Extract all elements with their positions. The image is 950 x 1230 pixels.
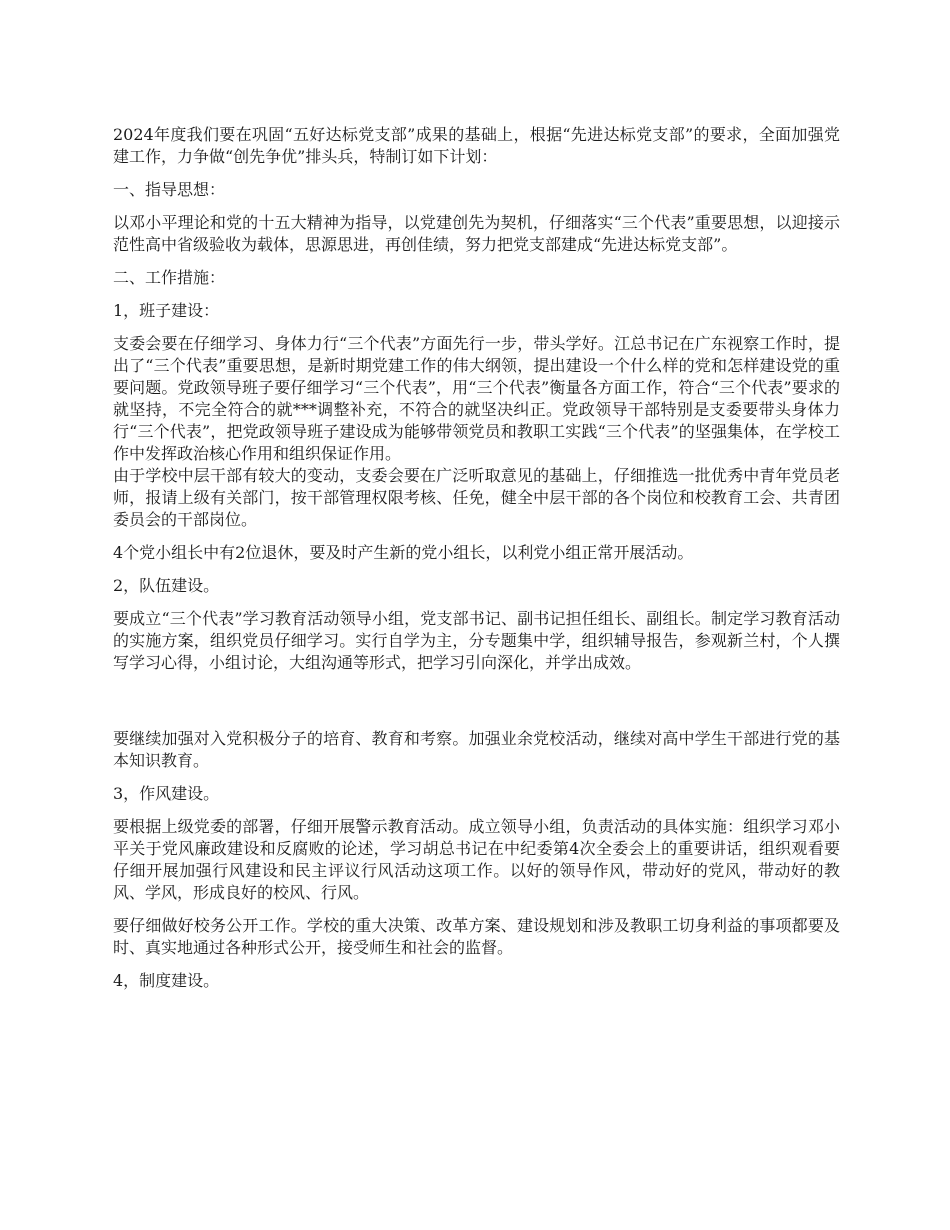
team-building-paragraph-2: 要继续加强对入党积极分子的培育、教育和考察。加强业余党校活动，继续对高中学生干部进行党的基本知识教育。 <box>113 729 840 770</box>
subheading-team-building: 2，队伍建设。 <box>113 576 220 595</box>
subheading-leadership-building: 1，班子建设： <box>113 301 220 320</box>
leadership-paragraph-1: 支委会要在仔细学习、身体力行“三个代表”方面先行一步，带头学好。江总书记在广东视察工作时，提出了“三个代表”重要思想，是新时期党建工作的伟大纲领，提出建设一个什么样的党和怎样建设党的重要问题。党政领导班子要仔细学习“三个代表”，用“三个代表”衡量各方面工作，符合“三个代表”要求的就坚持，不完全符合的就***调整补充，不符合的就坚决纠正。党政领导干部特别是支委要带头身体力行“三个代表”，把党政领导班子建设成为能够带领党员和教职工实践“三个代表”的坚强集体，在学校工作中发挥政治核心作用和组织保证作用。 <box>113 334 840 463</box>
team-building-paragraph-1: 要成立“三个代表”学习教育活动领导小组，党支部书记、副书记担任组长、副组长。制定学习教育活动的实施方案，组织党员仔细学习。实行自学为主，分专题集中学，组织辅导报告，参观新兰村，个人撰写学习心得，小组讨论，大组沟通等形式，把学习引向深化，并学出成效。 <box>113 609 840 672</box>
leadership-paragraph-3: 4个党小组长中有2位退休，要及时产生新的党小组长，以利党小组正常开展活动。 <box>113 543 694 562</box>
leadership-paragraph-2: 由于学校中层干部有较大的变动，支委会要在广泛听取意见的基础上，仔细推选一批优秀中青年党员老师，报请上级有关部门，按干部管理权限考核、任免，健全中层干部的各个岗位和校教育工会、共青团委员会的干部岗位。 <box>113 466 840 529</box>
document-body <box>113 124 840 1003</box>
guiding-ideology-paragraph: 以邓小平理论和党的十五大精神为指导，以党建创先为契机，仔细落实“三个代表”重要思想，以迎接示范性高中省级验收为载体，思源思进，再创佳绩，努力把党支部建成“先进达标党支部”。 <box>113 213 840 254</box>
section-heading-guiding-ideology: 一、指导思想： <box>113 180 226 199</box>
subheading-system-building: 4，制度建设。 <box>113 971 220 990</box>
style-building-paragraph-2: 要仔细做好校务公开工作。学校的重大决策、改革方案、建设规划和涉及教职工切身利益的事项都要及时、真实地通过各种形式公开，接受师生和社会的监督。 <box>113 916 840 957</box>
section-heading-work-measures: 二、工作措施： <box>113 268 226 287</box>
subheading-style-building: 3，作风建设。 <box>113 784 220 803</box>
intro-paragraph: 2024年度我们要在巩固“五好达标党支部”成果的基础上，根据“先进达标党支部”的要求，全面加强党建工作，力争做“创先争优”排头兵，特制订如下计划： <box>113 125 840 166</box>
style-building-paragraph-1: 要根据上级党委的部署，仔细开展警示教育活动。成立领导小组，负责活动的具体实施：组织学习邓小平关于党风廉政建设和反腐败的论述，学习胡总书记在中纪委第4次全委会上的重要讲话，组织观看要仔细开展加强行风建设和民主评议行风活动这项工作。以好的领导作风，带动好的党风，带动好的教风、学风，形成良好的校风、行风。 <box>113 817 840 902</box>
